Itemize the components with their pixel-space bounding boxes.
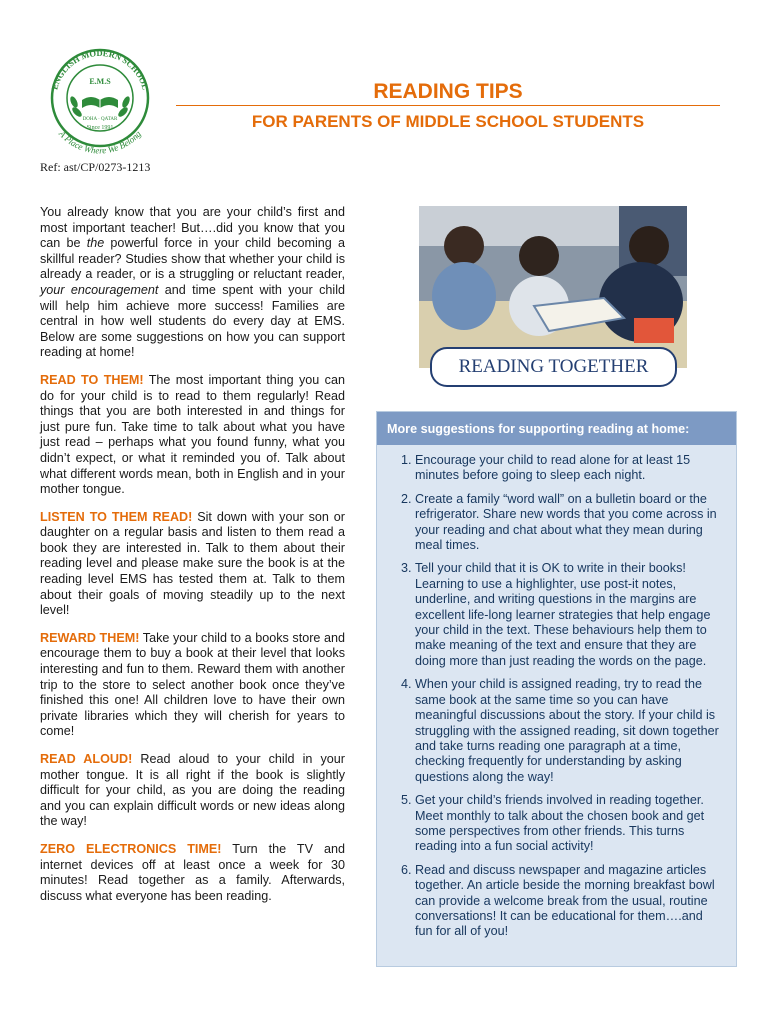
logo-school-name: ENGLISH MODERN SCHOOL (49, 47, 151, 91)
reference-number: Ref: ast/CP/0273-1213 (40, 160, 151, 174)
list-item: 1. Encourage your child to read alone for at least 15 minutes before going to sleep each night. (415, 453, 720, 484)
page-title: READING TIPS (373, 80, 523, 103)
tip-listen-to-them-read: LISTEN TO THEM READ! Sit down with your son or daughter on a regular basis and listen to them read a book they are interested in. Talk to them about their reading level and please make sure the book is at the reading level EMS has tested them at. Talk to them about their goals of moving steadily up to the next level! (40, 509, 345, 618)
suggestions-box (376, 411, 737, 967)
tip-read-to-them: READ TO THEM! The most important thing you can do for your child is to read to them regularly! Read things that you are both interested in and things for just pure fun. Take time to talk about what you have just read – perhaps what you found funny, what you didn’t expect, or what it reminded you of. Talk about what different words mean, both in English and in your mother tongue. (40, 372, 345, 497)
suggestions-heading: More suggestions for supporting reading at home: (377, 412, 736, 445)
reading-photo (419, 206, 687, 368)
page-subtitle: FOR PARENTS OF MIDDLE SCHOOL STUDENTS (251, 112, 645, 131)
list-item: 3. Tell your child that it is OK to write in their books! Learning to use a highlighter, use post-it notes, underline, and writing questions in the margins are excellent life-long learner strategies that help engage your child in the text. These behaviours help them to make meaning of the text and ensure that they are doing more than just reading the words on the page. (415, 561, 720, 669)
title-divider (176, 105, 720, 106)
main-text-column (40, 205, 345, 916)
tip-heading: LISTEN TO THEM READ! (40, 509, 193, 524)
tip-heading: ZERO ELECTRONICS TIME! (40, 841, 222, 856)
tip-heading: READ ALOUD! (40, 752, 133, 766)
list-item: 5. Get your child’s friends involved in reading together. Meet monthly to talk about the chosen book and get some perspectives from other friends. This turns reading into a fun social activity! (415, 793, 720, 855)
suggestions-list (377, 453, 736, 940)
tip-heading: REWARD THEM! (40, 630, 140, 645)
photo-caption: READING TOGETHER (430, 347, 677, 387)
intro-paragraph: You already know that you are your child’s first and most important teacher! But….did you know that you can be the powerful force in your child becoming a skillful reader? Studies show that whether your child is already a reader, or is a struggling or reluctant reader, your encouragement and time spent with your child will help him achieve more success! Families are central in how well students do every day at EMS. Below are some suggestions on how you can support reading at home! (40, 205, 346, 360)
logo-since: Since 1991 (86, 125, 114, 131)
list-item: 2. Create a family “word wall” on a bulletin board or the refrigerator. Share new words that you come across in your reading and chat about what they mean during meal times. (415, 492, 720, 554)
list-item: 6. Read and discuss newspaper and magazine articles together. An article beside the morning breakfast bowl can provide a welcome break from the usual, routine conversations! It can be educational for them….and fun for all of you! (415, 863, 720, 940)
logo-locations: DOHA · QATAR (82, 117, 118, 122)
book-icon (82, 97, 118, 108)
tip-zero-electronics: ZERO ELECTRONICS TIME! Turn the TV and internet devices off at least once a week for 30 minutes! Read together as a family. Afterwards, discuss what everyone has been reading. (40, 841, 345, 903)
tip-reward-them: REWARD THEM! Take your child to a books store and encourage them to buy a book at their level that looks interesting and fun to them. Reward them with another trip to the store to select another book once they’ve finished this one! All children love to have their own private libraries which they will cherish for years to come! (40, 630, 346, 739)
logo-initials: E.M.S (89, 77, 111, 86)
list-item: 4. When your child is assigned reading, try to read the same book at the same time so you can have meaningful discussions about the story. If your child is struggling with the assigned reading, sit down together and take turns reading one paragraph at a time, checking frequently for understanding by asking questions along the way! (415, 677, 720, 785)
school-logo (34, 40, 166, 158)
logo-motto: A Place Where We Belong (57, 128, 143, 156)
svg-text:A Place Where We Belong (56, 128, 143, 155)
tip-heading: READ TO THEM! (40, 372, 144, 387)
tip-read-aloud: READ ALOUD! Read aloud to your child in your mother tongue. It is all right if the book is slightly difficult for your child, as you are doing the reading and you can explain difficult words or new ideas along the way! (40, 752, 345, 829)
